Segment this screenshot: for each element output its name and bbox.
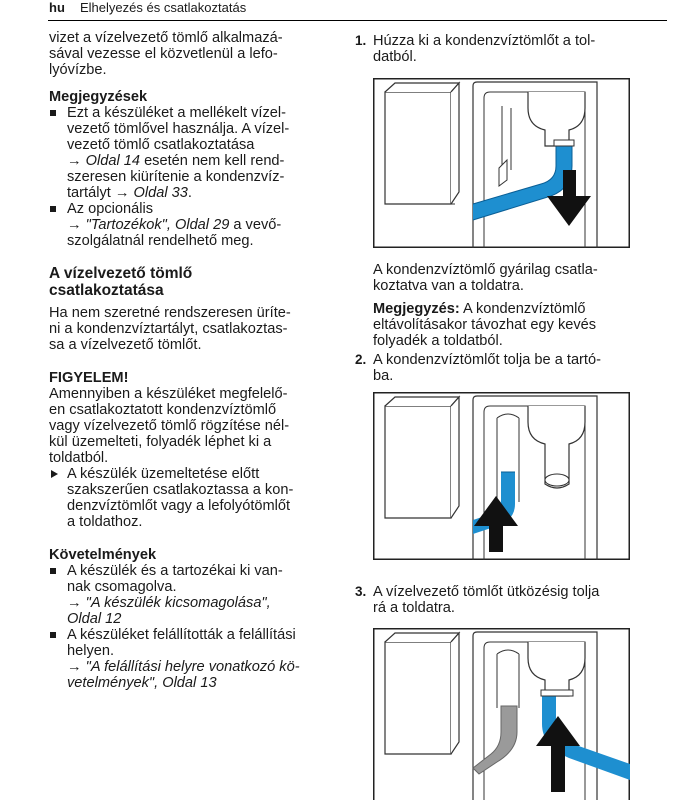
section-body-line: ni a kondenzvíztartályt, csatlakoztas- xyxy=(49,321,288,337)
note-ref-line xyxy=(67,217,339,233)
page-link[interactable]: "Tartozékok", Oldal 29 xyxy=(85,217,230,233)
step-line: A vízelvezető tömlőt ütközésig tolja xyxy=(373,584,600,600)
intro-line: vizet a vízelvezető tömlő alkalmazá- xyxy=(49,30,283,46)
step-3 xyxy=(355,584,655,616)
section-heading: A vízelvezető tömlő xyxy=(49,265,193,282)
requirement-item xyxy=(49,563,339,627)
step-line: ba. xyxy=(373,368,394,384)
note-line: szeresen kiürítenie a kondenzvíz- xyxy=(67,169,285,185)
page-link[interactable]: Oldal 12 xyxy=(67,611,122,627)
step-2 xyxy=(355,352,655,384)
note-tail-line xyxy=(67,185,339,201)
step-line: rá a toldatra. xyxy=(373,600,455,616)
caption-line: koztatva van a toldatra. xyxy=(373,278,524,294)
illustration xyxy=(373,628,630,800)
note-line: vezető tömlővel használja. A vízel- xyxy=(67,121,290,137)
figure-push-hose-into-holder xyxy=(373,392,630,560)
step-line: Húzza ki a kondenzvíztömlőt a tol- xyxy=(373,33,596,49)
header-title: Elhelyezés és csatlakoztatás xyxy=(80,0,247,15)
page-link[interactable]: vetelmények", Oldal 13 xyxy=(67,675,217,691)
note-line: Ezt a készüléket a mellékelt vízel- xyxy=(67,105,286,121)
requirements-list xyxy=(49,563,339,691)
note-text: a vevő- xyxy=(229,217,282,233)
section-heading: csatlakoztatása xyxy=(49,282,164,299)
notes-list xyxy=(49,105,339,249)
intro-line: lyóvízbe. xyxy=(49,62,107,78)
step-number: 3. xyxy=(355,584,367,599)
note-item xyxy=(49,105,339,201)
intro-line: sával vezesse el közvetlenül a lefo- xyxy=(49,46,278,62)
note-line: szolgálatnál rendelhető meg. xyxy=(67,233,254,249)
note-line: Az opcionális xyxy=(67,201,153,217)
requirement-line: A készülék és a tartozékai ki van- xyxy=(67,563,283,579)
note-text: tartályt xyxy=(67,185,115,201)
section-body-line: sa a vízelvezető tömlőt. xyxy=(49,337,202,353)
left-column xyxy=(49,30,339,691)
step-number: 2. xyxy=(355,352,367,367)
step-number: 1. xyxy=(355,33,367,48)
notes-heading: Megjegyzések xyxy=(49,89,148,105)
warning-heading: FIGYELEM! xyxy=(49,370,129,386)
arrow-glyph: → xyxy=(114,185,130,201)
caption-line: A kondenzvíztömlő gyárilag csatla- xyxy=(373,262,598,278)
header-language: hu xyxy=(49,0,65,15)
illustration xyxy=(373,392,630,560)
step-1-caption xyxy=(373,262,658,349)
note-line: vezető tömlő csatlakoztatása xyxy=(67,137,255,153)
warning-line: kül üzemelteti, folyadék léphet ki a xyxy=(49,434,272,450)
warning-action-line: szakszerűen csatlakoztassa a kon- xyxy=(67,482,294,498)
note-text: A kondenzvíztömlő xyxy=(459,301,586,317)
note-ref-line xyxy=(67,153,339,169)
warning-action-line: A készülék üzemeltetése előtt xyxy=(67,466,260,482)
step-line: datból. xyxy=(373,49,417,65)
step-line: A kondenzvíztömlőt tolja be a tartó- xyxy=(373,352,601,368)
requirements-heading: Követelmények xyxy=(49,547,157,563)
arrow-glyph: → xyxy=(67,217,82,233)
warning-action-line: denzvíztömlőt vagy a lefolyótömlőt xyxy=(67,498,291,514)
figure-attach-drain-hose xyxy=(373,628,630,800)
note-item xyxy=(49,201,339,249)
caption-note-line xyxy=(373,301,658,317)
warning-line: toldatból. xyxy=(49,450,109,466)
section-body-line: Ha nem szeretné rendszeresen üríte- xyxy=(49,305,291,321)
warning-action-line: a toldathoz. xyxy=(67,514,143,530)
warning-action xyxy=(49,466,339,530)
warning-line: Amennyiben a készüléket megfelelő- xyxy=(49,386,288,402)
page-link[interactable]: Oldal 14 xyxy=(85,153,141,169)
figure-pull-out-hose xyxy=(373,78,630,248)
caption-line: eltávolításakor távozhat egy kevés xyxy=(373,317,597,333)
requirement-line: A készüléket felállították a felállítási xyxy=(67,627,296,643)
requirement-line: nak csomagolva. xyxy=(67,579,177,595)
requirement-item xyxy=(49,627,339,691)
step-1 xyxy=(355,33,655,65)
note-label: Megjegyzés: xyxy=(373,301,460,317)
page-link[interactable]: → "A felállítási helyre vonatkozó kö- xyxy=(67,659,300,675)
illustration xyxy=(373,78,630,248)
warning-line: en csatlakoztatott kondenzvíztömlő xyxy=(49,402,277,418)
warning-line: vagy vízelvezető tömlő rögzítése nél- xyxy=(49,418,290,434)
note-text: . xyxy=(187,185,192,201)
caption-line: folyadék a toldatból. xyxy=(373,333,503,349)
page-link[interactable]: Oldal 33 xyxy=(133,185,188,201)
warning-action-list xyxy=(49,466,339,530)
arrow-glyph: → xyxy=(67,153,82,169)
requirement-line: helyen. xyxy=(67,643,115,659)
note-text: esetén nem kell rend- xyxy=(140,153,285,169)
page-link[interactable]: → "A készülék kicsomagolása", xyxy=(67,595,271,611)
